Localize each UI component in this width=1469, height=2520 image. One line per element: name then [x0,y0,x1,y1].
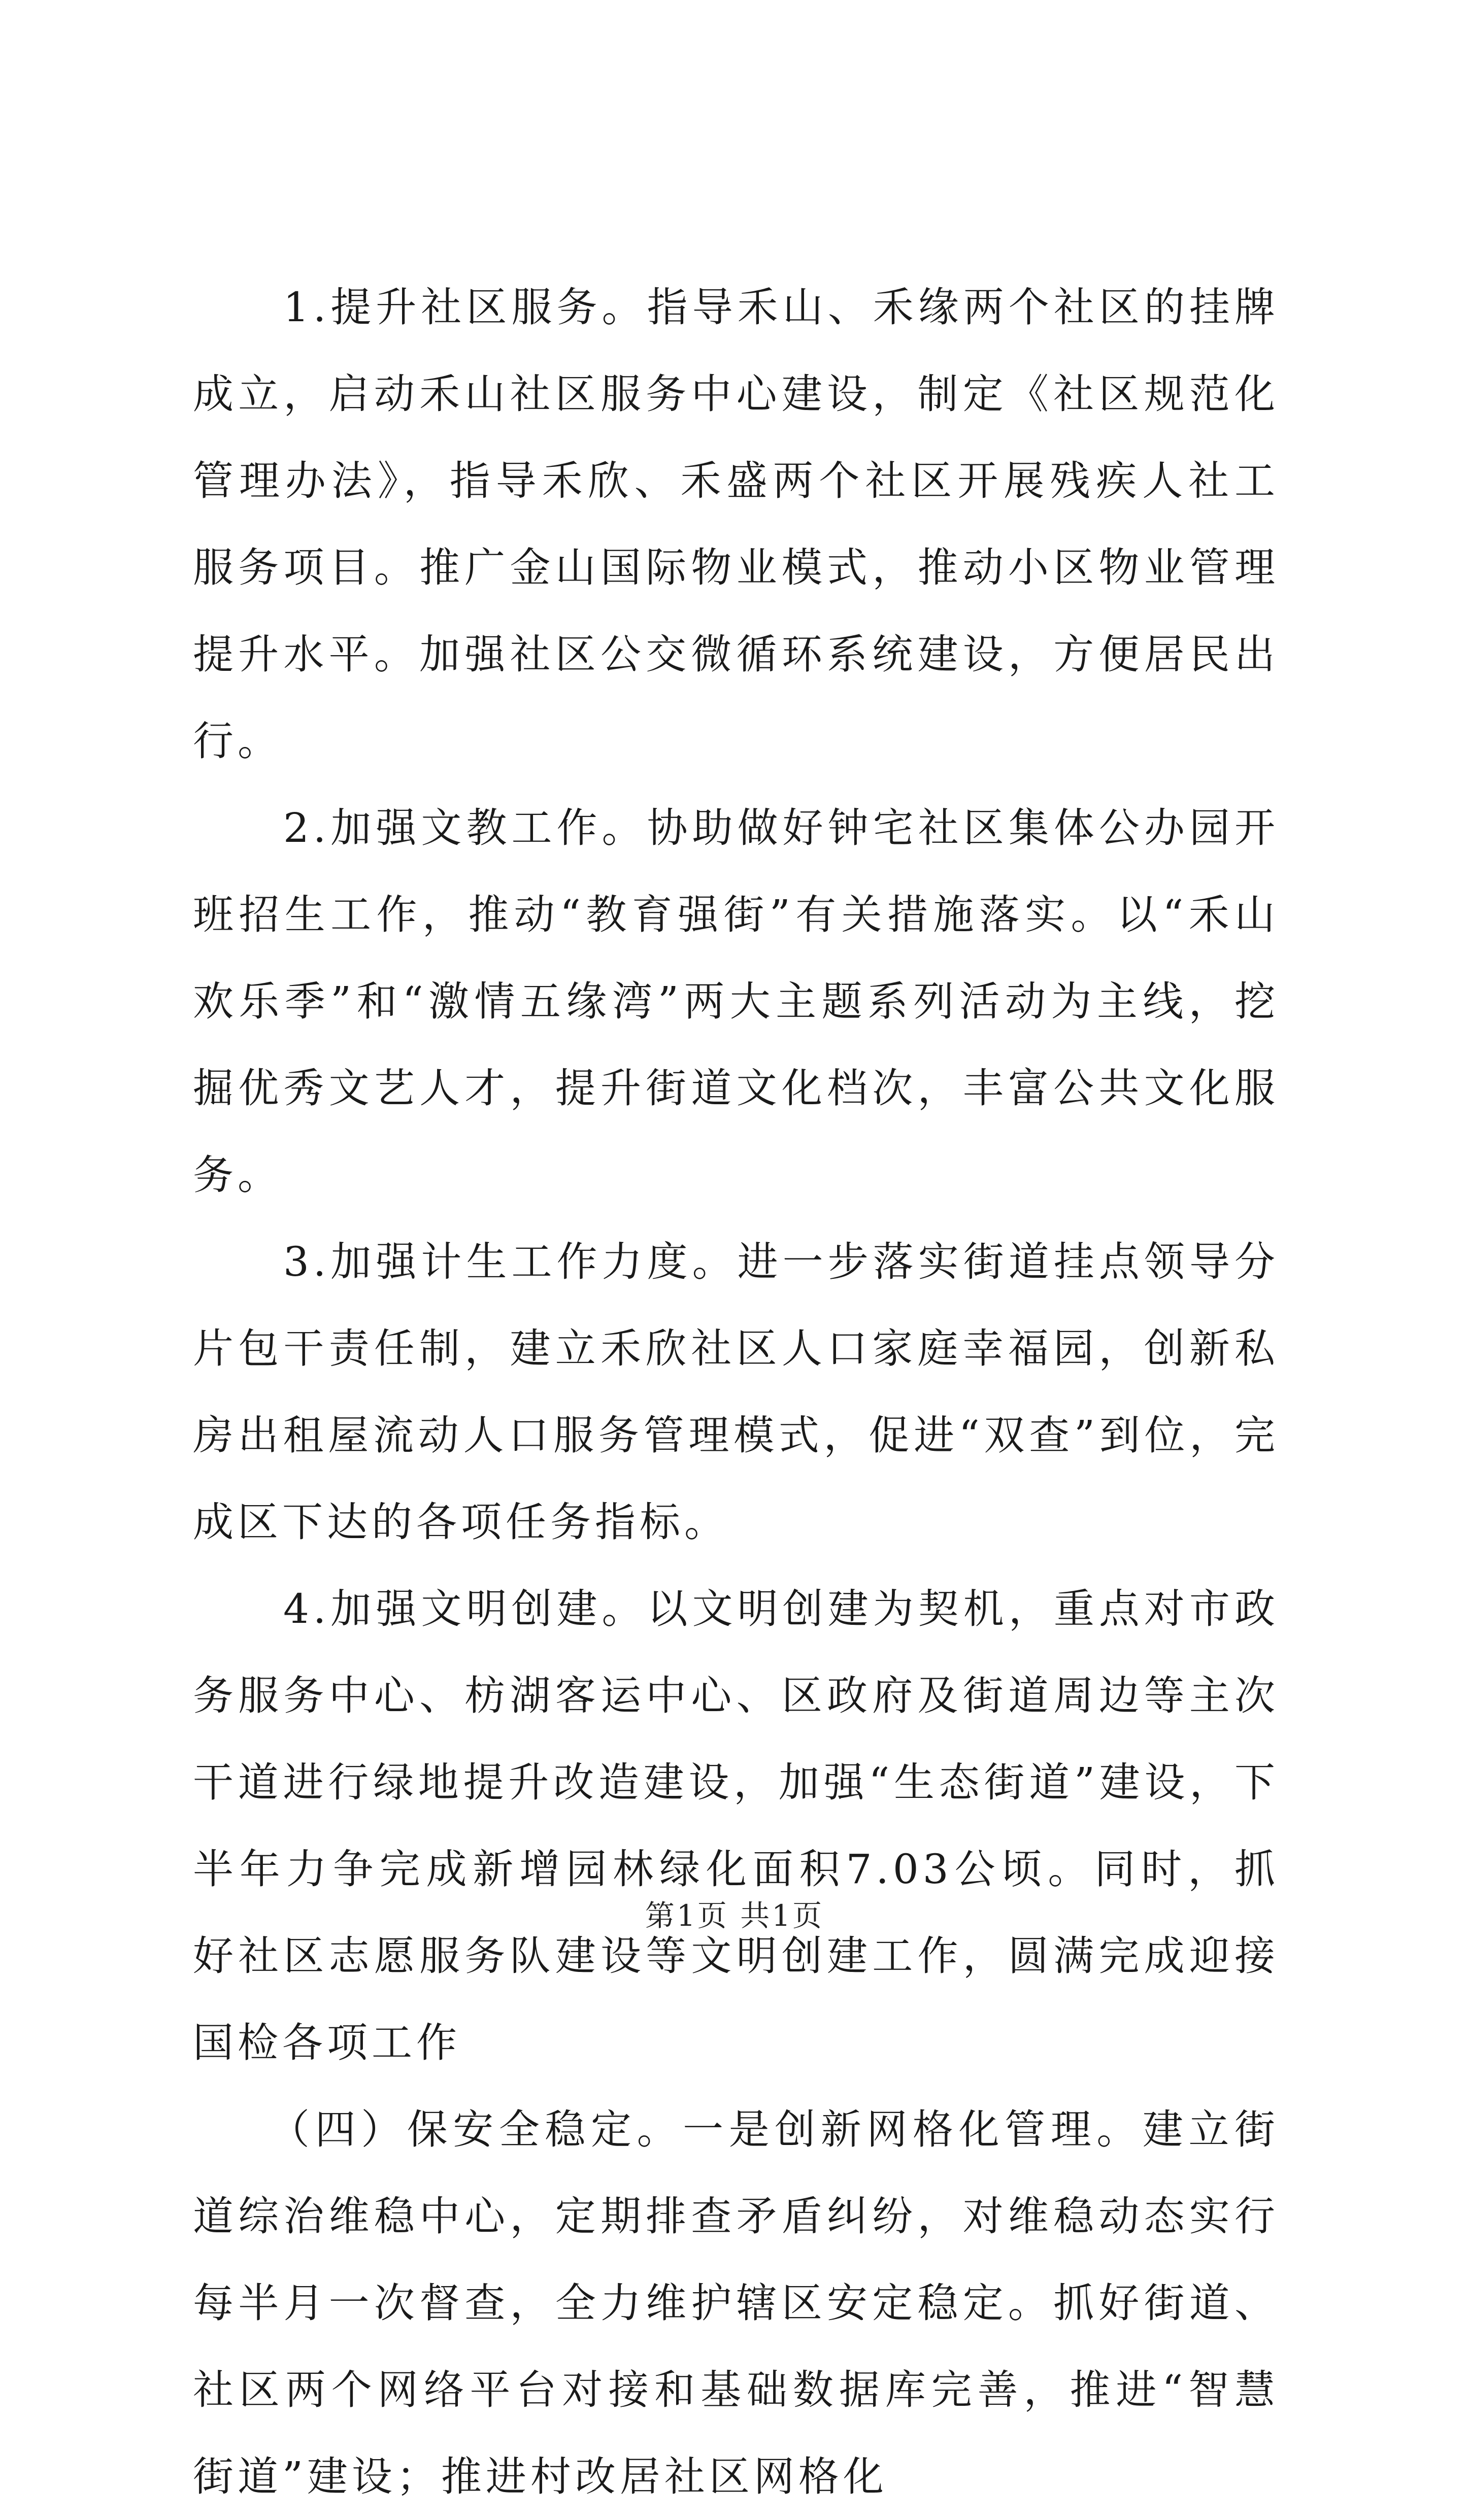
paragraph-community-service: 1.提升社区服务。指导禾山、禾缘两个社区的挂牌成立，启动禾山社区服务中心建设，制定《社区规范化管理办法》，指导禾欣、禾盛两个社区开展残疾人社工服务项目。推广金山国际物业模式，推动小区物业管理提升水平。加强社区公交微循环系统建设，方便居民出行。 [193,284,1279,765]
document-body [193,264,1279,2520]
paragraph-safety-stability: （四）保安全稳定。一是创新网格化管理。建立街道综治维稳中心，定期排查矛盾纠纷，对维稳动态实行每半月一次督查，全力维护辖区安定稳定。抓好街道、社区两个网络平台对接和基础数据库完善，推进“智慧街道”建设；推进村改居社区网格化 [193,2106,1279,2500]
paragraph-culture-education: 2.加强文教工作。协助做好钟宅社区集体公办园开班招生工作，推动“教育强街”有关措施落实。以“禾山欢乐季”和“激情五缘湾”两大主题系列活动为主线，挖掘优秀文艺人才，提升街道文化档次，丰富公共文化服务。 [193,804,1279,1199]
paragraph-civilization-building: 4.加强文明创建。以文明创建为契机，重点对市政务服务中心、枋湖客运中心、区政府及街道周边等主次干道进行绿地提升改造建设，加强“生态街道”建设，下半年力争完成新增园林绿化面积7.03公顷。同时，抓好社区志愿服务队建设等文明创建工作，圆满完成迎接国检各项工作 [193,1585,1279,2066]
paragraph-family-planning: 3.加强计生工作力度。进一步落实街道挂点领导分片包干责任制，建立禾欣社区人口家庭幸福园，创新私房出租屋流动人口服务管理模式，促进“双查”到位，完成区下达的各项任务指标。 [193,1238,1279,1546]
page-footer: 第1页 共1页 [645,1898,824,1933]
